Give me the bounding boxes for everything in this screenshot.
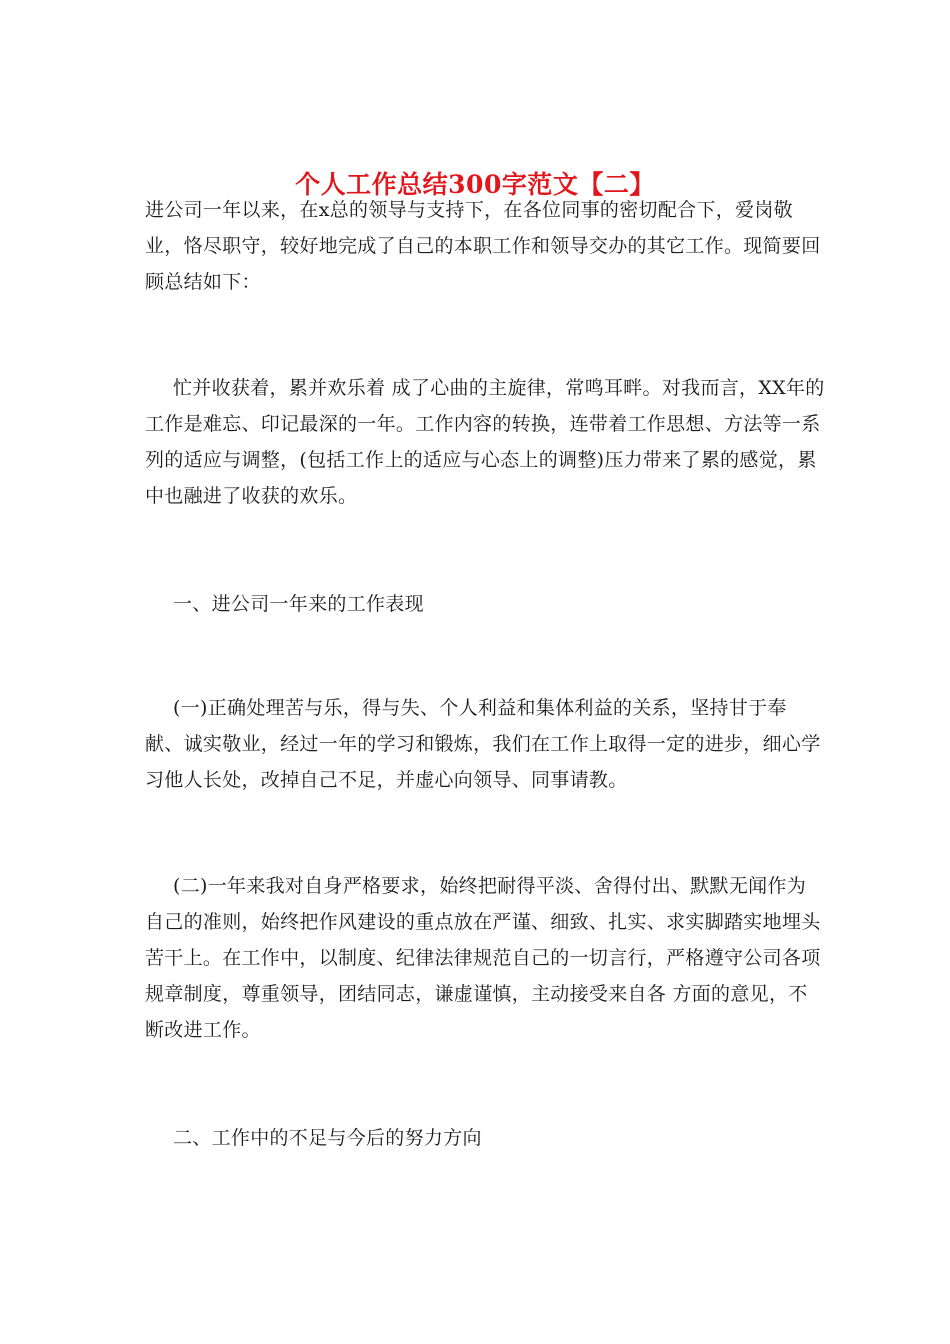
document-title: 个人工作总结300字范文【二】 (295, 169, 655, 199)
body-paragraph: (二)一年来我对自身严格要求，始终把耐得平淡、舍得付出、默默无闻作为自己的准则，始终把作风建设的重点放在严谨、细致、扎实、求实脚踏实地埋头苦干上。在工作中，以制度、纪律法律规范自己的一切言行，严格遵守公司各项规章制度，尊重领导，团结同志，谦虚谨慎，主动接受来自各 方面的意见，不断改进工作。 (145, 875, 821, 1041)
body-paragraph: 忙并收获着，累并欢乐着 成了心曲的主旋律，常鸣耳畔。对我而言，XX年的工作是难忘、印记最深的一年。工作内容的转换，连带着工作思想、方法等一系列的适应与调整，(包括工作上的适应与心态上的调整)压力带来了累的感觉，累中也融进了收获的欢乐。 (145, 377, 825, 507)
intro-paragraph: 进公司一年以来，在x总的领导与支持下，在各位同事的密切配合下，爱岗敬业，恪尽职守，较好地完成了自己的本职工作和领导交办的其它工作。现简要回顾总结如下： (145, 199, 821, 293)
section-heading-2: 二、工作中的不足与今后的努力方向 (173, 1127, 482, 1149)
body-paragraph: (一)正确处理苦与乐，得与失、个人利益和集体利益的关系，坚持甘于奉献、诚实敬业，经过一年的学习和锻炼，我们在工作上取得一定的进步，细心学习他人长处，改掉自己不足，并虚心向领导、同事请教。 (145, 697, 821, 791)
section-heading-1: 一、进公司一年来的工作表现 (173, 593, 424, 615)
